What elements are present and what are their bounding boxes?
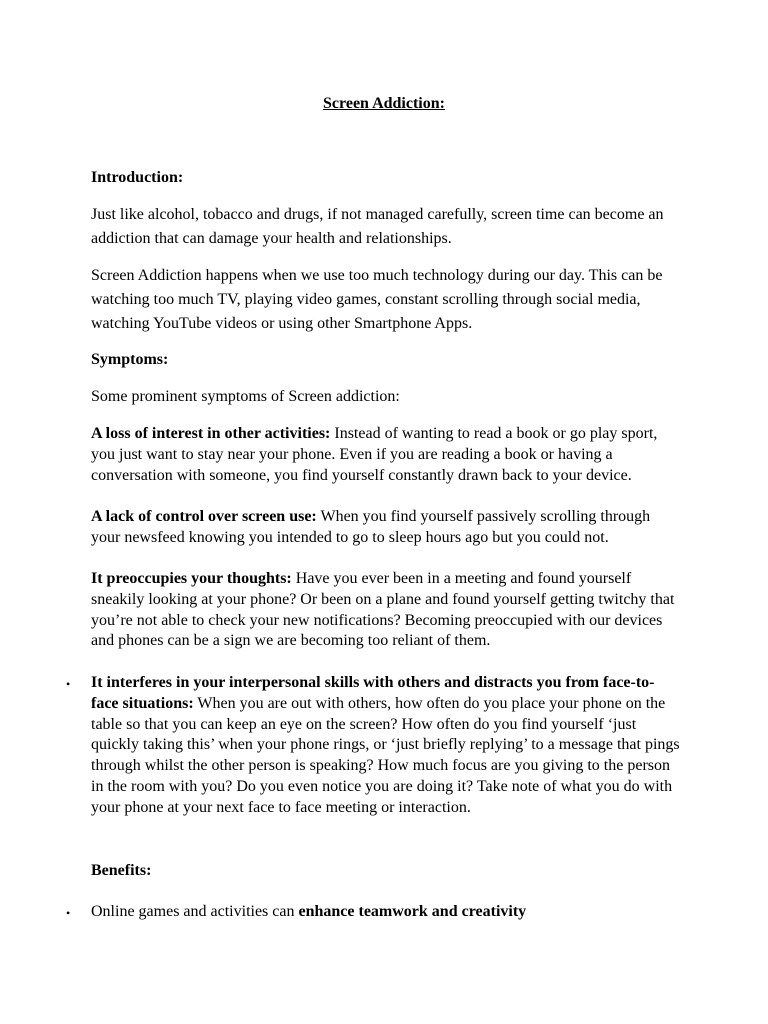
symptom-item [91, 673, 681, 819]
bullet-icon: • [66, 677, 71, 691]
introduction-heading: Introduction: [91, 169, 184, 186]
symptoms-intro: Some prominent symptoms of Screen addiction: [91, 388, 400, 405]
benefit-emphasis: enhance teamwork and creativity [298, 903, 527, 920]
symptom-text: Have you ever been in a meeting and found yourself sneakily looking at your phone? Or been on a plane and found yourself getting twitchy that you’re not able to check your new notifications? Becoming preoccupied with our devices and phones can be a sign we are becoming too reliant of them. [91, 570, 675, 650]
symptom-item [91, 569, 681, 652]
symptom-text: When you are out with others, how often do you place your phone on the table so that you can keep an eye on the screen? How often do you find yourself ‘just quickly taking this’ when your phone rings, or ‘just briefly replying’ to a message that pings through whilst the other person is speaking? How much focus are you giving to the person in the room with you? Do you even notice you are doing it? Take note of what you do with your phone at your next face to face meeting or interaction. [91, 694, 680, 816]
symptom-term: It interferes in your interpersonal skills with others and distracts you from face-to-face situations: [91, 674, 655, 712]
symptom-term: A lack of control over screen use: [91, 508, 317, 525]
benefits-heading: Benefits: [91, 862, 152, 879]
symptom-text: When you find yourself passively scrolling through your newsfeed knowing you intended to go to sleep hours ago but you could not. [91, 508, 651, 546]
page-title: Screen Addiction: [323, 95, 445, 112]
symptom-text: Instead of wanting to read a book or go play sport, you just want to stay near your phone. Even if you are reading a book or having a conversation with someone, you find yourself constantly drawn back to your device. [91, 425, 658, 484]
benefit-item [91, 902, 681, 923]
symptom-item [91, 507, 681, 549]
benefit-text: Online games and activities can [91, 903, 299, 920]
symptom-term: A loss of interest in other activities: [91, 425, 331, 442]
introduction-paragraph-2: Screen Addiction happens when we use too much technology during our day. This can be watching too much TV, playing video games, constant scrolling through social media, watching YouTube videos or using other Smartphone Apps. [91, 267, 663, 332]
introduction-paragraph-1: Just like alcohol, tobacco and drugs, if not managed carefully, screen time can become an addiction that can damage your health and relationships. [91, 206, 664, 247]
symptom-term: It preoccupies your thoughts: [91, 570, 292, 587]
symptom-item [91, 424, 681, 486]
bullet-icon: • [66, 906, 71, 920]
symptoms-heading: Symptoms: [91, 351, 169, 368]
